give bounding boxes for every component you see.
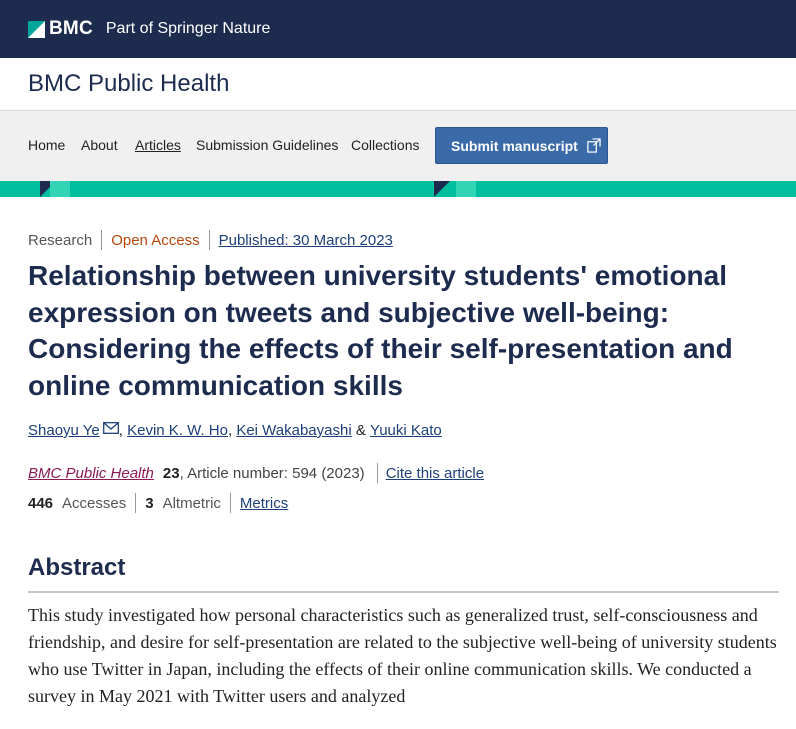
stripe-notch (456, 181, 476, 197)
divider (230, 493, 231, 513)
brand-name: BMC (49, 18, 93, 39)
bmc-logo[interactable] (28, 18, 270, 40)
citation-article-number: , Article number: 594 (2023) (179, 464, 365, 482)
submit-manuscript-label: Submit manuscript (451, 137, 578, 154)
citation-volume: 23 (162, 464, 180, 482)
journal-bar (0, 58, 796, 111)
abstract-text: This study investigated how personal characteristics such as generalized trust, self-consciousness and friendship, and desire for self-presentation are related to the subjective well-being of university students who use Twitter in Japan, including the effects of their online communication skills. We conducted a survey in May 2021 with Twitter users and analyzed (28, 605, 777, 706)
nav-about[interactable]: About (81, 137, 118, 153)
author-link[interactable]: Yuuki Kato (370, 422, 442, 439)
abstract-heading: Abstract (28, 554, 126, 581)
nav-submission-guidelines[interactable]: Submission Guidelines (196, 137, 339, 153)
bmc-logo-icon (28, 21, 45, 38)
stripe-notch (434, 181, 450, 197)
nav-home[interactable]: Home (28, 137, 66, 153)
author-link[interactable]: Kevin K. W. Ho (127, 422, 228, 439)
metrics-link[interactable]: Metrics (239, 494, 289, 512)
citation-line (28, 463, 484, 483)
author-separator: , (227, 422, 233, 439)
divider (209, 230, 210, 250)
altmetric-label: Altmetric (162, 494, 221, 512)
article-title: Relationship between university students' emotional expression on tweets and subjective well-being: Considering the effects of their self-presentation and online communication skills (28, 260, 733, 401)
altmetric-count: 3 (145, 494, 154, 512)
stripe-notch (50, 181, 70, 197)
nav-collections[interactable]: Collections (351, 137, 420, 153)
submit-manuscript-button[interactable] (435, 127, 608, 164)
divider (135, 493, 136, 513)
brand-tagline: Part of Springer Nature (105, 20, 271, 37)
article-meta (28, 230, 393, 250)
external-link-icon (586, 138, 601, 153)
journal-title-link[interactable]: BMC Public Health (28, 70, 230, 97)
open-access-badge: Open Access (111, 231, 200, 249)
divider (101, 230, 102, 250)
author-link[interactable]: Kei Wakabayashi (236, 422, 352, 439)
nav-articles[interactable]: Articles (135, 137, 181, 153)
main-nav (0, 111, 796, 181)
article-type: Research (28, 231, 93, 249)
author-separator: , (118, 422, 123, 439)
decorative-stripe (0, 181, 796, 197)
accesses-count: 446 (28, 494, 54, 512)
author-list (28, 422, 442, 439)
accesses-label: Accesses (62, 494, 127, 512)
top-bar (0, 0, 796, 58)
citation-journal-link[interactable]: BMC Public Health (28, 464, 154, 482)
author-separator: & (355, 422, 366, 439)
abstract-divider (28, 591, 779, 593)
cite-this-article-link[interactable]: Cite this article (385, 464, 485, 482)
author-link[interactable]: Shaoyu Ye (28, 422, 100, 439)
email-icon[interactable] (103, 422, 119, 434)
article-metrics (28, 493, 288, 513)
published-date-link[interactable]: Published: 30 March 2023 (218, 231, 393, 249)
divider (377, 463, 378, 483)
